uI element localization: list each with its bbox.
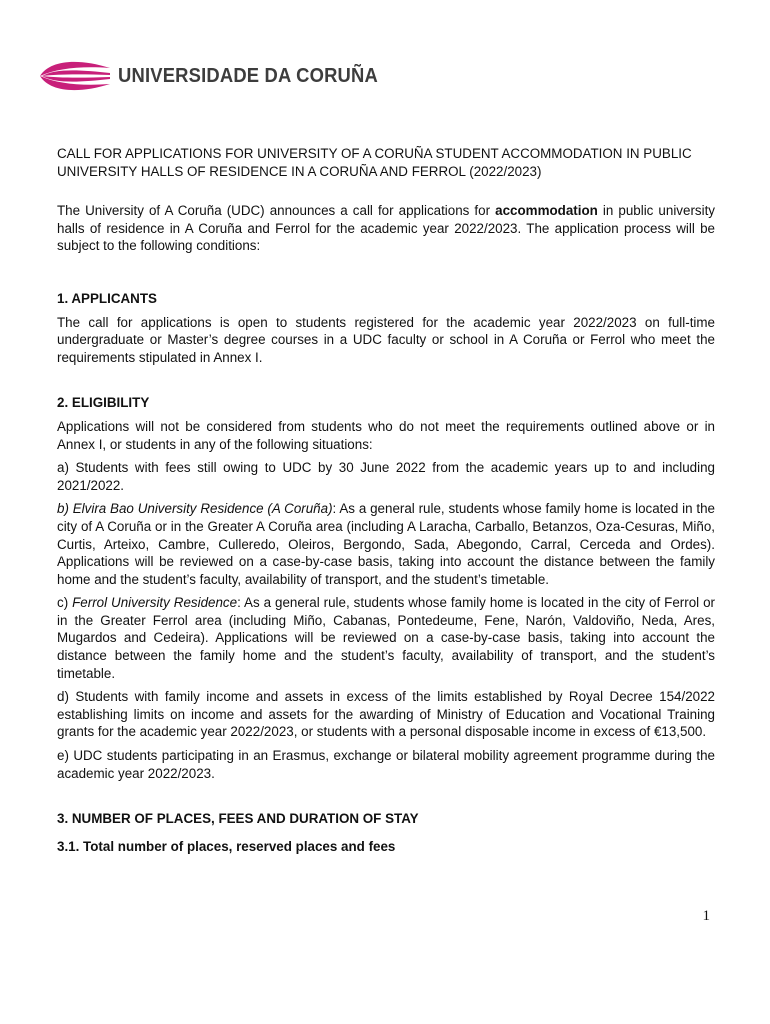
document-body xyxy=(57,145,715,855)
page-number: 1 xyxy=(702,908,710,924)
intro-paragraph xyxy=(57,202,715,255)
intro-bold-word: accommodation xyxy=(495,203,598,219)
document-title: CALL FOR APPLICATIONS FOR UNIVERSITY OF A CORUÑA STUDENT ACCOMMODATION IN PUBLIC UNIVERSITY HALLS OF RESIDENCE IN A CORUÑA AND FERROL (2022/2023) xyxy=(57,146,692,179)
university-emblem-icon xyxy=(38,58,112,94)
item-c-residence-name: Ferrol University Residence xyxy=(72,595,238,611)
item-b-residence-name: b) Elvira Bao University Residence (A Coruña) xyxy=(57,501,333,517)
section-2-heading: 2. ELIGIBILITY xyxy=(57,395,150,411)
section-2-intro: Applications will not be considered from students who do not meet the requirements outlined above or in Annex I, or students in any of the following situations: xyxy=(57,418,715,452)
item-c-text: : As a general rule, students whose family home is located in the city of Ferrol or in the Greater Ferrol area (including Miño, Cabanas, Pontedeume, Fene, Narón, Valdoviño, Neda, Ares, Mugardos and Cedeira). Applications will be reviewed on a case-by-case basis, taking into account the distance between the family home and the student’s faculty, availability of transport, and the student’s timetable. xyxy=(57,595,716,681)
eligibility-item-c xyxy=(57,594,715,682)
section-3-heading: 3. NUMBER OF PLACES, FEES AND DURATION OF STAY xyxy=(57,811,419,827)
eligibility-item-e: e) UDC students participating in an Erasmus, exchange or bilateral mobility agreement programme during the academic year 2022/2023. xyxy=(57,748,715,781)
section-1-heading: 1. APPLICANTS xyxy=(57,290,157,306)
eligibility-item-b xyxy=(57,500,715,588)
section-1-text: The call for applications is open to students registered for the academic year 2022/2023 on full-time undergraduate or Master’s degree courses in a UDC faculty or school in A Coruña or Ferrol who meet the requirements stipulated in Annex I. xyxy=(57,314,715,365)
item-b-text: : As a general rule, students whose family home is located in the city of A Coruña or in the Greater A Coruña area (including A Laracha, Carballo, Betanzos, Oza-Cesuras, Miño, Curtis, Arteixo, Cambre, Culleredo, Oleiros, Bergondo, Sada, Abegondo, Carral, Cerceda and Ordes). Applications will be reviewed on a case-by-case basis, taking into account the distance between the family home and the student’s faculty, availability of transport, and the student’s timetable. xyxy=(57,501,715,587)
intro-text-before: The University of A Coruña (UDC) announces a call for applications for xyxy=(57,203,496,219)
eligibility-item-d: d) Students with family income and assets in excess of the limits established by Royal Decree 154/2022 establishing limits on income and assets for the awarding of Ministry of Education and Vocational Training grants for the academic year 2022/2023, or students with a personal disposable income in excess of €13,500. xyxy=(57,689,715,740)
section-3-1-subheading: 3.1. Total number of places, reserved places and fees xyxy=(57,838,396,854)
eligibility-item-a: a) Students with fees still owing to UDC by 30 June 2022 from the academic years up to and including 2021/2022. xyxy=(57,460,715,493)
university-logo xyxy=(38,58,401,94)
university-name: UNIVERSIDADE DA CORUÑA xyxy=(118,64,378,87)
intro-text-after: in public university halls of residence in A Coruña and Ferrol for the academic year 2022/2023. The application process will be subject to the following conditions: xyxy=(57,203,715,254)
item-c-prefix: c) xyxy=(57,595,73,611)
